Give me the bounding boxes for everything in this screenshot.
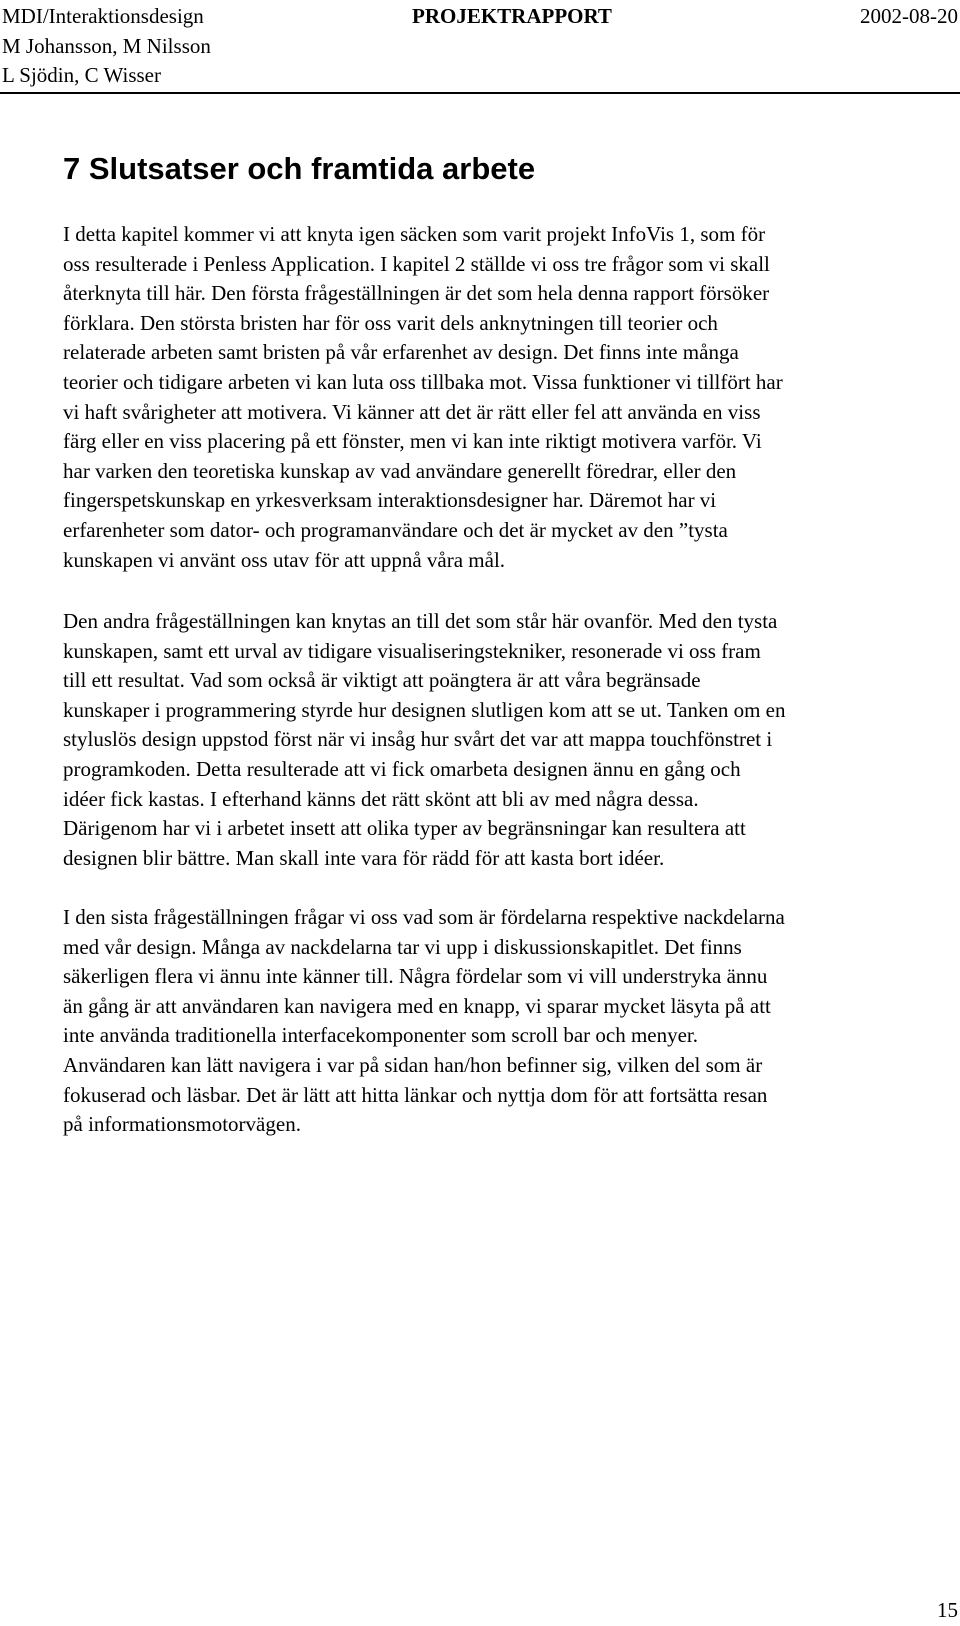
page-number: 15: [937, 1598, 958, 1622]
chapter-title: 7 Slutsatser och framtida arbete: [63, 151, 536, 186]
paragraph-line: Den andra frågeställningen kan knytas an till det som står här ovanför. Med den tysta: [63, 609, 778, 633]
paragraph-line: fingerspetskunskap en yrkesverksam interaktionsdesigner har. Däremot har vi: [63, 488, 717, 513]
paragraph-line: färg eller en viss placering på ett fönster, men vi kan inte riktigt motivera varför. Vi: [63, 429, 762, 454]
paragraph-line: oss resulterade i Penless Application. I kapitel 2 ställde vi oss tre frågor som vi skall: [63, 251, 770, 276]
paragraph-2: [63, 607, 960, 873]
paragraph-line: erfarenheter som dator- och programanvändare och det är mycket av den ”tysta: [63, 517, 728, 542]
paragraph-line: kunskapen, samt ett urval av tidigare visualiseringstekniker, resonerade vi oss fram: [63, 638, 761, 663]
header-date: 2002-08-20: [860, 4, 958, 28]
paragraph-line: relaterade arbeten samt bristen på vår erfarenhet av design. Det finns inte många: [63, 340, 739, 365]
paragraph-line: styluslös design uppstod först när vi insåg hur svårt det var att mappa touchfönstret i: [63, 727, 773, 752]
header-left-block: [2, 2, 211, 91]
paragraph-line: förklara. Den största bristen har för oss varit dels anknytningen till teorier och: [63, 310, 718, 335]
paragraph-line: designen blir bättre. Man skall inte vara för rädd för att kasta bort idéer.: [63, 845, 665, 870]
paragraph-line: än gång är att användaren kan navigera med en knapp, vi sparar mycket läsyta på att: [63, 993, 771, 1018]
header-authors-line-2: L Sjödin, C Wisser: [2, 63, 161, 87]
header-authors-line-1: M Johansson, M Nilsson: [2, 33, 211, 58]
header-org: MDI/Interaktionsdesign: [2, 4, 204, 28]
paragraph-line: I den sista frågeställningen frågar vi oss vad som är fördelarna respektive nackdelarna: [63, 905, 785, 929]
paragraph-line: programkoden. Detta resulterade att vi fick omarbeta designen ännu en gång och: [63, 756, 741, 781]
paragraph-line: inte använda traditionella interfacekomponenter som scroll bar och menyer.: [63, 1023, 699, 1048]
paragraph-line: kunskaper i programmering styrde hur designen slutligen kom att se ut. Tanken om en: [63, 697, 786, 722]
paragraph-line: återknyta till här. Den första frågeställningen är det som hela denna rapport försöker: [63, 281, 770, 306]
paragraph-line: till ett resultat. Vad som också är viktigt att poängtera är att våra begränsade: [63, 668, 701, 693]
header-doc-type: PROJEKTRAPPORT: [412, 4, 612, 28]
paragraph-line: I detta kapitel kommer vi att knyta igen säcken som varit projekt InfoVis 1, som för: [63, 222, 766, 246]
paragraph-line: vi haft svårigheter att motivera. Vi känner att det är rätt eller fel att använda en viss: [63, 399, 761, 424]
paragraph-line: Därigenom har vi i arbetet insett att olika typer av begränsningar kan resultera att: [63, 816, 746, 841]
paragraph-1: [63, 220, 960, 575]
paragraph-line: teorier och tidigare arbeten vi kan luta oss tillbaka mot. Vissa funktioner vi tillfört har: [63, 369, 783, 394]
paragraph-line: med vår design. Många av nackdelarna tar vi upp i diskussionskapitlet. Det finns: [63, 934, 742, 959]
paragraph-line: på informationsmotorvägen.: [63, 1112, 301, 1137]
page-header: [0, 0, 960, 94]
paragraph-line: kunskapen vi använt oss utav för att uppnå våra mål.: [63, 547, 506, 572]
paragraph-3: [63, 903, 960, 1140]
paragraph-line: idéer fick kastas. I efterhand känns det rätt skönt att bli av med några dessa.: [63, 786, 699, 811]
paragraph-line: har varken den teoretiska kunskap av vad användare generellt föredrar, eller den: [63, 458, 737, 483]
paragraph-line: fokuserad och läsbar. Det är lätt att hitta länkar och nyttja dom för att fortsätta resan: [63, 1082, 768, 1107]
paragraph-line: säkerligen flera vi ännu inte känner till. Några fördelar som vi vill understryka ännu: [63, 964, 768, 989]
paragraph-line: Användaren kan lätt navigera i var på sidan han/hon befinner sig, vilken del som är: [63, 1052, 763, 1077]
